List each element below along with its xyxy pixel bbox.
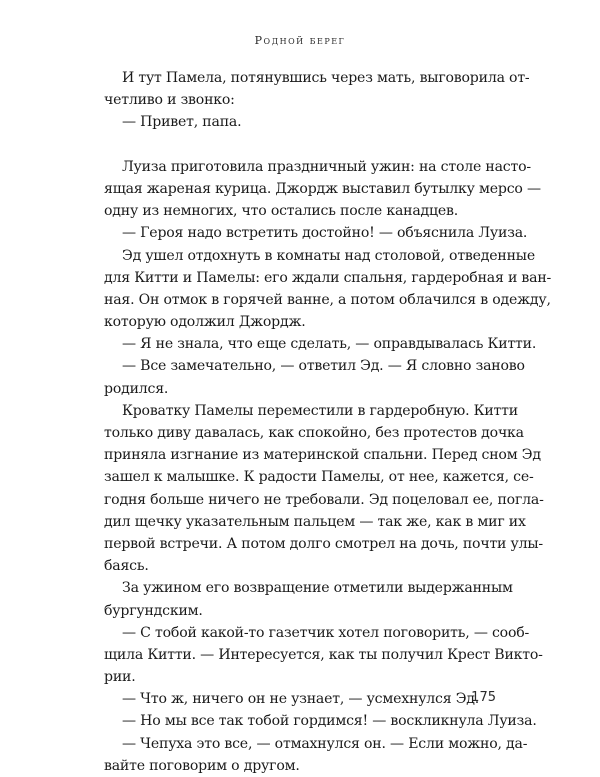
text-line: — Привет, папа.	[122, 114, 242, 131]
text-line: Эд ушел отдохнуть в комнаты над столовой, отведенные	[122, 247, 535, 264]
text-line: — Все замечательно, — ответил Эд. — Я словно заново	[122, 358, 525, 375]
text-line: ная. Он отмок в горячей ванне, а потом облачился в одежду,	[104, 291, 551, 308]
paragraph-gap	[104, 134, 492, 156]
text-line: — Что ж, ничего он не узнает, — усмехнулся Эд.	[122, 691, 480, 708]
text-line: первой встречи. А потом долго смотрел на дочь, почти улы-	[104, 535, 543, 552]
text-line: — С тобой какой-то газетчик хотел поговорить, — сооб-	[122, 624, 530, 641]
text-line: родился.	[104, 380, 169, 397]
text-line: годня больше ничего не требовали. Эд поцеловал ее, погла-	[104, 491, 544, 508]
running-header: Родной берег	[254, 34, 346, 47]
text-line: — Я не знала, что еще сделать, — оправдывалась Китти.	[122, 336, 537, 353]
text-line: — Героя надо встретить достойно! — объяснила Луиза.	[122, 225, 528, 242]
text-line: Луиза приготовила праздничный ужин: на столе насто-	[122, 158, 531, 175]
text-line: зашел к малышке. К радости Памелы, от нее, кажется, се-	[104, 469, 534, 486]
text-line: И тут Памела, потянувшись через мать, выговорила от-	[122, 70, 530, 86]
body-text	[104, 67, 552, 777]
text-line: вайте поговорим о другом.	[104, 757, 300, 774]
text-line: щила Китти. — Интересуется, как ты получил Крест Викто-	[104, 646, 543, 663]
text-line: рии.	[104, 669, 136, 686]
page-number: 175	[471, 690, 496, 705]
text-line: которую одолжил Джордж.	[104, 314, 306, 331]
text-line: ящая жареная курица. Джордж выставил бутылку мерсо —	[104, 180, 541, 197]
text-line: четливо и звонко:	[104, 92, 235, 109]
text-line: только диву давалась, как спокойно, без протестов дочка	[104, 425, 524, 441]
text-line: одну из немногих, что остались после канадцев.	[104, 203, 459, 220]
text-line: приняла изгнание из материнской спальни. Перед сном Эд	[104, 447, 541, 464]
text-line: — Но мы все так тобой гордимся! — воскликнула Луиза.	[122, 713, 537, 730]
text-line: — Чепуха это все, — отмахнулся он. — Если можно, да-	[122, 735, 528, 752]
text-line: баясь.	[104, 558, 149, 575]
text-line: Кроватку Памелы переместили в гардеробную. Китти	[122, 402, 518, 419]
text-line: За ужином его возвращение отметили выдержанным	[122, 580, 513, 597]
text-line: бургундским.	[104, 602, 203, 619]
text-line: дил щечку указательным пальцем — так же, как в миг их	[104, 513, 526, 530]
text-line: для Китти и Памелы: его ждали спальня, гардеробная и ван-	[104, 269, 552, 286]
